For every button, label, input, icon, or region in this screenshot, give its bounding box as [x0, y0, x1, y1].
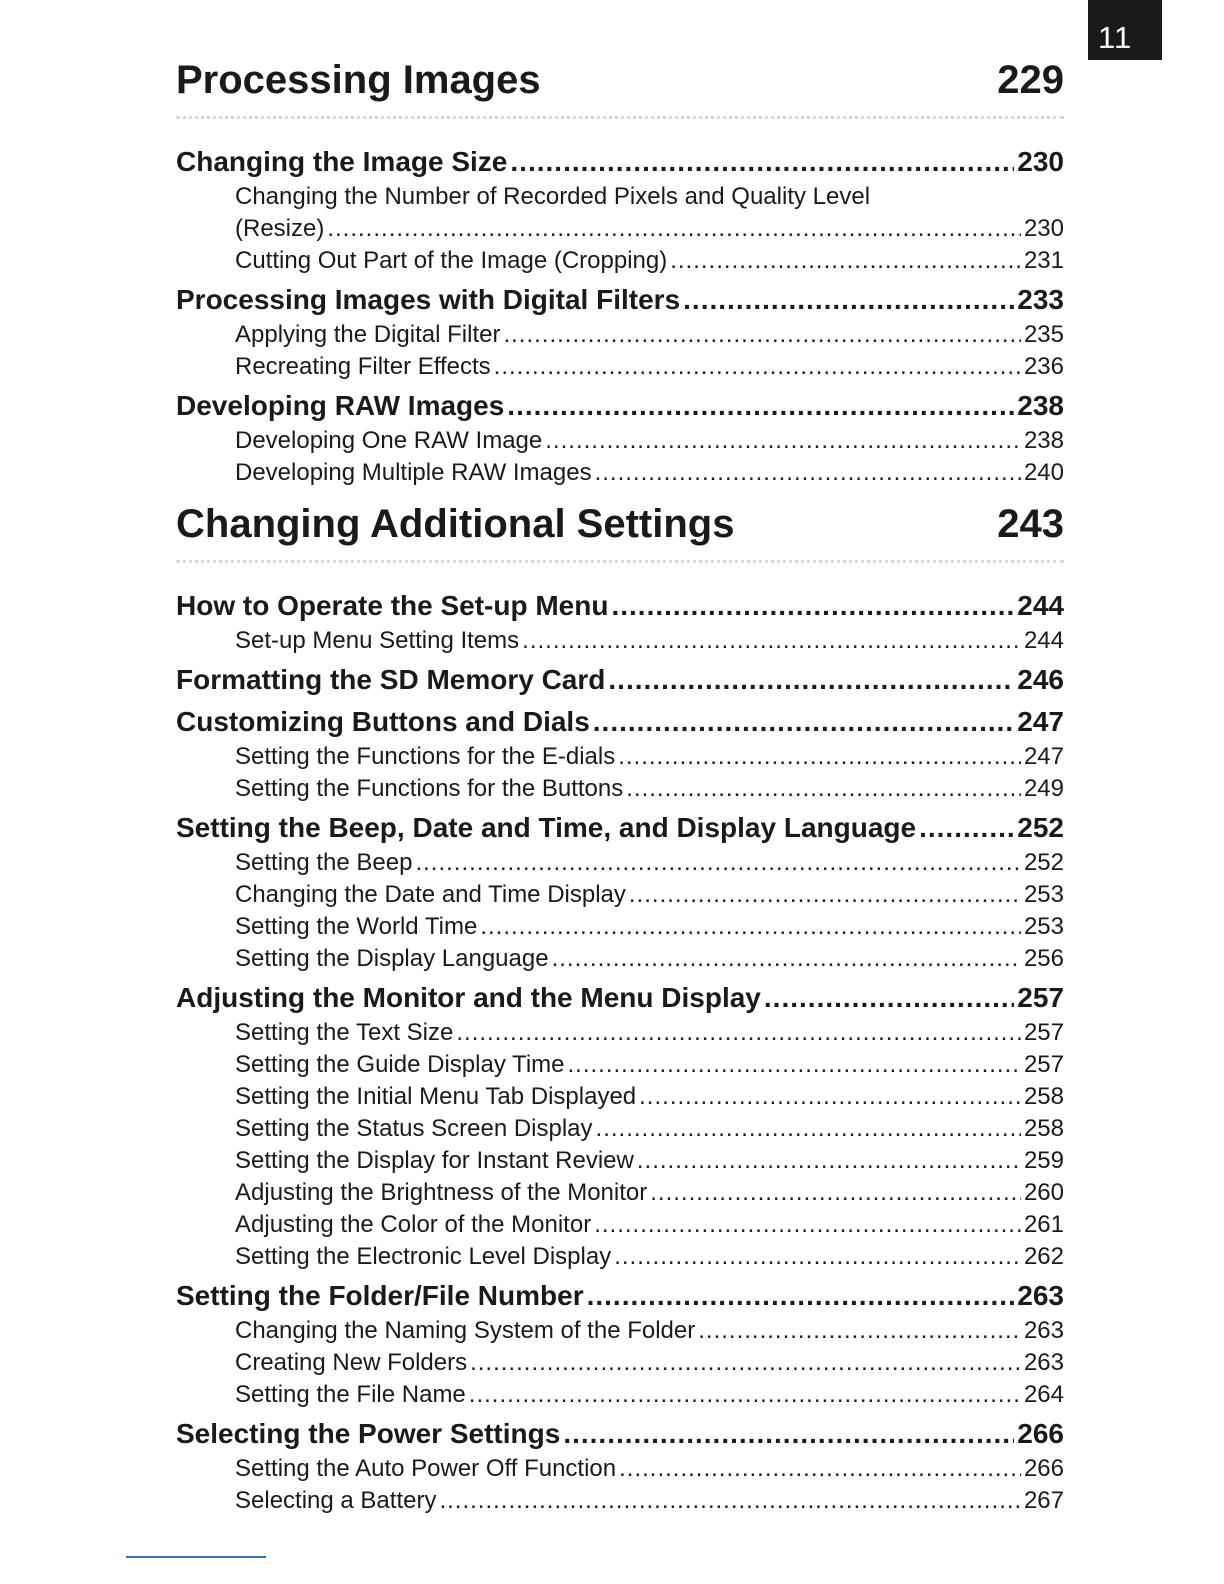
dot-leader	[698, 1315, 1021, 1347]
toc-section	[176, 661, 1064, 699]
chapter-block	[176, 474, 1064, 1517]
dot-leader	[670, 245, 1021, 277]
toc-section	[176, 1415, 1064, 1517]
entry-title: Changing the Naming System of the Folder	[235, 1317, 696, 1344]
entry-page-number: 230	[1023, 215, 1064, 242]
toc-entry[interactable]	[176, 773, 1064, 805]
toc-entry[interactable]	[176, 847, 1064, 879]
section-page-number: 233	[1017, 284, 1064, 315]
dot-leader	[594, 1209, 1021, 1241]
dot-leader	[439, 1485, 1021, 1517]
dot-leader	[764, 979, 1014, 1017]
dot-leader	[522, 625, 1021, 657]
toc-entry[interactable]	[176, 1145, 1064, 1177]
chapter-page-number: 229	[997, 58, 1064, 102]
toc-section	[176, 281, 1064, 383]
entry-page-number: 247	[1023, 743, 1064, 770]
toc-entry[interactable]	[176, 1113, 1064, 1145]
section-page-number: 246	[1017, 664, 1064, 695]
toc-section	[176, 979, 1064, 1273]
toc-entry[interactable]	[176, 1453, 1064, 1485]
dot-leader	[629, 879, 1021, 911]
entry-title: Setting the Auto Power Off Function	[235, 1455, 617, 1482]
toc-entry[interactable]	[176, 1081, 1064, 1113]
entry-page-number: 253	[1023, 881, 1064, 908]
dot-leader	[637, 1145, 1021, 1177]
entry-page-number: 244	[1023, 627, 1064, 654]
dot-leader	[611, 587, 1014, 625]
entry-title: Setting the Text Size	[235, 1019, 454, 1046]
entry-page-number: 240	[1023, 459, 1064, 486]
entry-title: Set-up Menu Setting Items	[235, 627, 520, 654]
bottom-divider	[126, 1556, 266, 1558]
section-list	[176, 587, 1064, 1517]
entry-title: Setting the Status Screen Display	[235, 1115, 593, 1142]
toc-section-entry[interactable]	[176, 587, 1064, 625]
section-title: Formatting the SD Memory Card	[176, 664, 606, 695]
dot-leader	[618, 741, 1021, 773]
entry-title: Setting the Guide Display Time	[235, 1051, 565, 1078]
chapter-page-number: 243	[997, 502, 1064, 546]
toc-entry[interactable]	[176, 1209, 1064, 1241]
toc-entry[interactable]	[176, 425, 1064, 457]
section-page-number: 266	[1017, 1418, 1064, 1449]
section-page-number: 244	[1017, 590, 1064, 621]
entry-page-number: 236	[1023, 353, 1064, 380]
entry-title: Setting the Beep	[235, 849, 413, 876]
dot-leader	[503, 319, 1021, 351]
dot-leader	[626, 773, 1021, 805]
entry-page-number: 258	[1023, 1083, 1064, 1110]
chapter-rule	[176, 560, 1064, 563]
entry-page-number: 258	[1023, 1115, 1064, 1142]
dot-leader	[619, 1453, 1021, 1485]
dot-leader	[596, 1113, 1021, 1145]
entry-title: Applying the Digital Filter	[235, 321, 501, 348]
entry-title: Changing the Date and Time Display	[235, 881, 626, 908]
dot-leader	[683, 281, 1014, 319]
dot-leader	[469, 1379, 1021, 1411]
dot-leader	[494, 351, 1021, 383]
section-title: Changing the Image Size	[176, 146, 508, 177]
section-page-number: 230	[1017, 146, 1064, 177]
entry-title: Setting the Display for Instant Review	[235, 1147, 634, 1174]
entry-title: Developing Multiple RAW Images	[235, 459, 592, 486]
dot-leader	[608, 661, 1014, 699]
chapter-block	[176, 30, 1064, 489]
entry-page-number: 231	[1023, 247, 1064, 274]
toc-entry[interactable]	[176, 1177, 1064, 1209]
toc-section	[176, 809, 1064, 975]
dot-leader	[552, 943, 1021, 975]
dot-leader	[480, 911, 1021, 943]
toc-entry[interactable]	[176, 943, 1064, 975]
toc-section-entry[interactable]	[176, 703, 1064, 741]
toc-section-entry[interactable]	[176, 809, 1064, 847]
section-title: How to Operate the Set-up Menu	[176, 590, 609, 621]
section-page-number: 257	[1017, 982, 1064, 1013]
entry-title: Setting the Electronic Level Display	[235, 1243, 612, 1270]
toc-section	[176, 1277, 1064, 1411]
toc-section-entry[interactable]	[176, 281, 1064, 319]
toc-section-entry[interactable]	[176, 387, 1064, 425]
entry-page-number: 253	[1023, 913, 1064, 940]
toc-entry[interactable]	[176, 1315, 1064, 1347]
entry-title: Creating New Folders	[235, 1349, 468, 1376]
toc-entry[interactable]	[176, 245, 1064, 277]
entry-title: Cutting Out Part of the Image (Cropping)	[235, 247, 668, 274]
chapter-title: Processing Images	[176, 58, 541, 102]
dot-leader	[563, 1415, 1014, 1453]
entry-page-number: 235	[1023, 321, 1064, 348]
entry-title: Setting the Functions for the E-dials	[235, 743, 616, 770]
toc-section-entry[interactable]	[176, 1415, 1064, 1453]
dot-leader	[470, 1347, 1021, 1379]
section-title: Setting the Folder/File Number	[176, 1280, 584, 1311]
section-title: Customizing Buttons and Dials	[176, 706, 590, 737]
entry-page-number: 238	[1023, 427, 1064, 454]
dot-leader	[545, 425, 1021, 457]
chapter-rule	[176, 116, 1064, 119]
dot-leader	[919, 809, 1014, 847]
toc-section-entry[interactable]	[176, 1277, 1064, 1315]
toc-section	[176, 587, 1064, 657]
toc-entry[interactable]	[176, 1485, 1064, 1517]
entry-page-number: 267	[1023, 1487, 1064, 1514]
entry-title: Setting the Display Language	[235, 945, 549, 972]
entry-page-number: 252	[1023, 849, 1064, 876]
entry-page-number: 249	[1023, 775, 1064, 802]
toc-section	[176, 143, 1064, 277]
entry-page-number: 257	[1023, 1051, 1064, 1078]
entry-title: (Resize)	[235, 215, 325, 242]
page-number-tab: 11	[1088, 0, 1162, 60]
section-title: Processing Images with Digital Filters	[176, 284, 681, 315]
toc-entry[interactable]	[176, 1017, 1064, 1049]
toc-entry[interactable]	[176, 319, 1064, 351]
dot-leader	[327, 213, 1021, 245]
toc-entry[interactable]	[176, 879, 1064, 911]
toc-entry[interactable]	[176, 1379, 1064, 1411]
dot-leader	[639, 1081, 1021, 1113]
dot-leader	[568, 1049, 1021, 1081]
section-title: Setting the Beep, Date and Time, and Display Language	[176, 812, 917, 843]
dot-leader	[593, 703, 1015, 741]
toc-entry-first-line: Changing the Number of Recorded Pixels and Quality Level	[235, 183, 871, 210]
entry-page-number: 266	[1023, 1455, 1064, 1482]
chapter-title: Changing Additional Settings	[176, 502, 735, 546]
chapter-heading	[176, 474, 1064, 544]
toc-section-entry[interactable]	[176, 661, 1064, 699]
entry-title: Recreating Filter Effects	[235, 353, 491, 380]
entry-page-number: 263	[1023, 1349, 1064, 1376]
entry-page-number: 260	[1023, 1179, 1064, 1206]
entry-page-number: 262	[1023, 1243, 1064, 1270]
entry-title: Setting the File Name	[235, 1381, 466, 1408]
entry-page-number: 261	[1023, 1211, 1064, 1238]
section-list	[176, 143, 1064, 489]
section-page-number: 263	[1017, 1280, 1064, 1311]
entry-title: Adjusting the Brightness of the Monitor	[235, 1179, 648, 1206]
entry-page-number: 264	[1023, 1381, 1064, 1408]
toc-entry[interactable]	[176, 213, 1064, 245]
toc-section-entry[interactable]	[176, 979, 1064, 1017]
dot-leader	[587, 1277, 1015, 1315]
dot-leader	[510, 143, 1014, 181]
dot-leader	[614, 1241, 1021, 1273]
dot-leader	[415, 847, 1020, 879]
toc-entry[interactable]	[176, 911, 1064, 943]
dot-leader	[507, 387, 1014, 425]
chapter-heading	[176, 30, 1064, 100]
toc-entry[interactable]	[176, 625, 1064, 657]
dot-leader	[650, 1177, 1021, 1209]
toc-entry[interactable]	[176, 1049, 1064, 1081]
toc-entry[interactable]	[176, 351, 1064, 383]
section-page-number: 252	[1017, 812, 1064, 843]
entry-title: Selecting a Battery	[235, 1487, 437, 1514]
dot-leader	[456, 1017, 1021, 1049]
section-title: Developing RAW Images	[176, 390, 505, 421]
section-title: Adjusting the Monitor and the Menu Display	[176, 982, 761, 1013]
entry-page-number: 256	[1023, 945, 1064, 972]
entry-page-number: 259	[1023, 1147, 1064, 1174]
section-page-number: 247	[1017, 706, 1064, 737]
entry-title: Adjusting the Color of the Monitor	[235, 1211, 592, 1238]
section-title: Selecting the Power Settings	[176, 1418, 561, 1449]
entry-title: Developing One RAW Image	[235, 427, 543, 454]
entry-page-number: 263	[1023, 1317, 1064, 1344]
toc-entry[interactable]	[176, 741, 1064, 773]
entry-page-number: 257	[1023, 1019, 1064, 1046]
entry-title: Setting the World Time	[235, 913, 478, 940]
toc-section-entry[interactable]	[176, 143, 1064, 181]
entry-title: Setting the Functions for the Buttons	[235, 775, 624, 802]
section-page-number: 238	[1017, 390, 1064, 421]
toc-entry[interactable]	[176, 1241, 1064, 1273]
toc-section	[176, 703, 1064, 805]
toc-entry[interactable]	[176, 1347, 1064, 1379]
entry-title: Setting the Initial Menu Tab Displayed	[235, 1083, 637, 1110]
